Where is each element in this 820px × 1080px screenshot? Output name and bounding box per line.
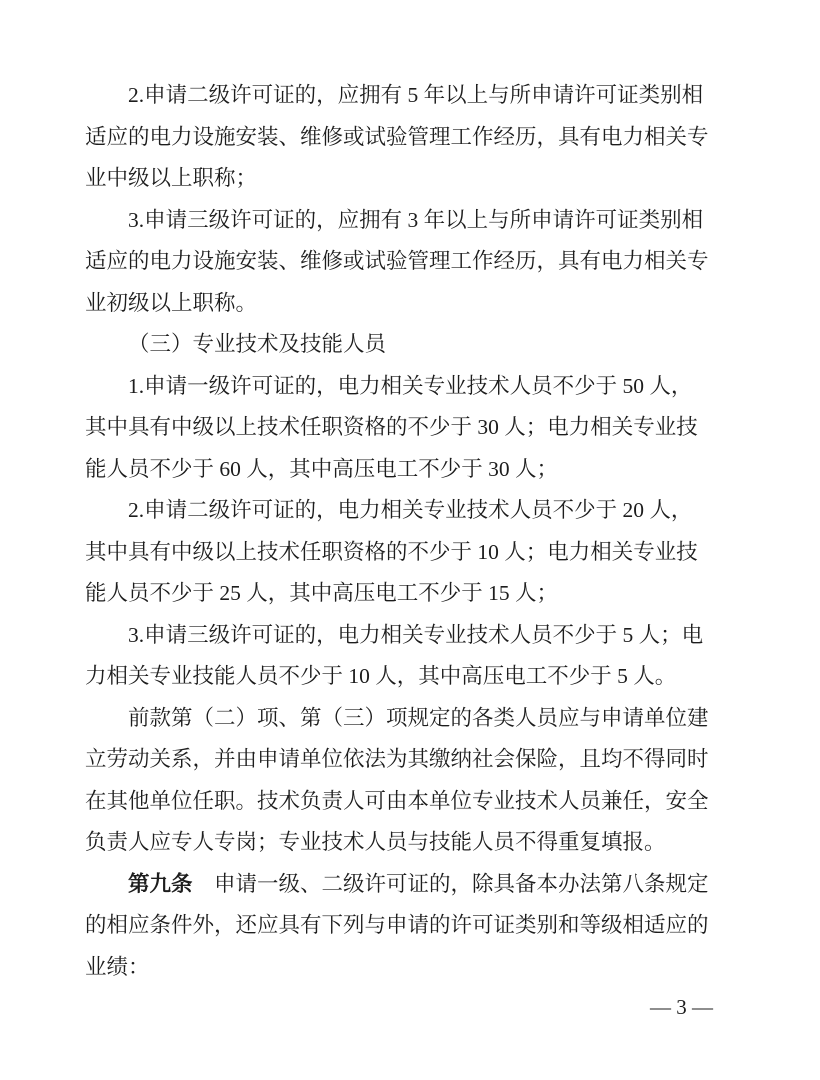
text-line: 在其他单位任职。技术负责人可由本单位专业技术人员兼任，安全 <box>85 788 709 813</box>
text-line: 立劳动关系，并由申请单位依法为其缴纳社会保险，且均不得同时 <box>85 747 709 771</box>
text-line: 业初级以上职称。 <box>85 290 258 315</box>
text-line: 前款第（二）项、第（三）项规定的各类人员应与申请单位建 <box>128 705 709 730</box>
text-line: 其中具有中级以上技术任职资格的不少于 10 人；电力相关专业技 <box>85 539 698 564</box>
text-line: 力相关专业技能人员不少于 10 人，其中高压电工不少于 5 人。 <box>85 664 677 688</box>
page-number: — 3 — <box>650 995 713 1019</box>
text-line: 1.申请一级许可证的，电力相关专业技术人员不少于 50 人， <box>128 373 693 398</box>
text-line: 3.申请三级许可证的，应拥有 3 年以上与所申请许可证类别相 <box>128 207 704 232</box>
text-line: 的相应条件外，还应具有下列与申请的许可证类别和等级相适应的 <box>85 913 709 937</box>
text-line: 业中级以上职称； <box>85 166 258 190</box>
text-line: 其中具有中级以上技术任职资格的不少于 30 人；电力相关专业技 <box>85 415 698 439</box>
text-line: （三）专业技术及技能人员 <box>128 332 387 356</box>
text-line: 负责人应专人专岗；专业技术人员与技能人员不得重复填报。 <box>85 830 666 854</box>
article-number: 第九条 <box>128 871 193 896</box>
text-line: 第九条 申请一级、二级许可证的，除具备本办法第八条规定 <box>128 871 709 896</box>
text-line: 适应的电力设施安装、维修或试验管理工作经历，具有电力相关专 <box>85 249 709 273</box>
text-line: 适应的电力设施安装、维修或试验管理工作经历，具有电力相关专 <box>85 124 709 149</box>
text-line: 能人员不少于 60 人，其中高压电工不少于 30 人； <box>85 456 559 481</box>
document-body <box>85 75 725 988</box>
text-line: 能人员不少于 25 人，其中高压电工不少于 15 人； <box>85 581 559 605</box>
text-line: 业绩： <box>85 954 150 979</box>
text-line: 2.申请二级许可证的，应拥有 5 年以上与所申请许可证类别相 <box>128 83 704 107</box>
text-line: 2.申请二级许可证的，电力相关专业技术人员不少于 20 人， <box>128 498 693 522</box>
text-line: 3.申请三级许可证的，电力相关专业技术人员不少于 5 人；电 <box>128 622 704 647</box>
